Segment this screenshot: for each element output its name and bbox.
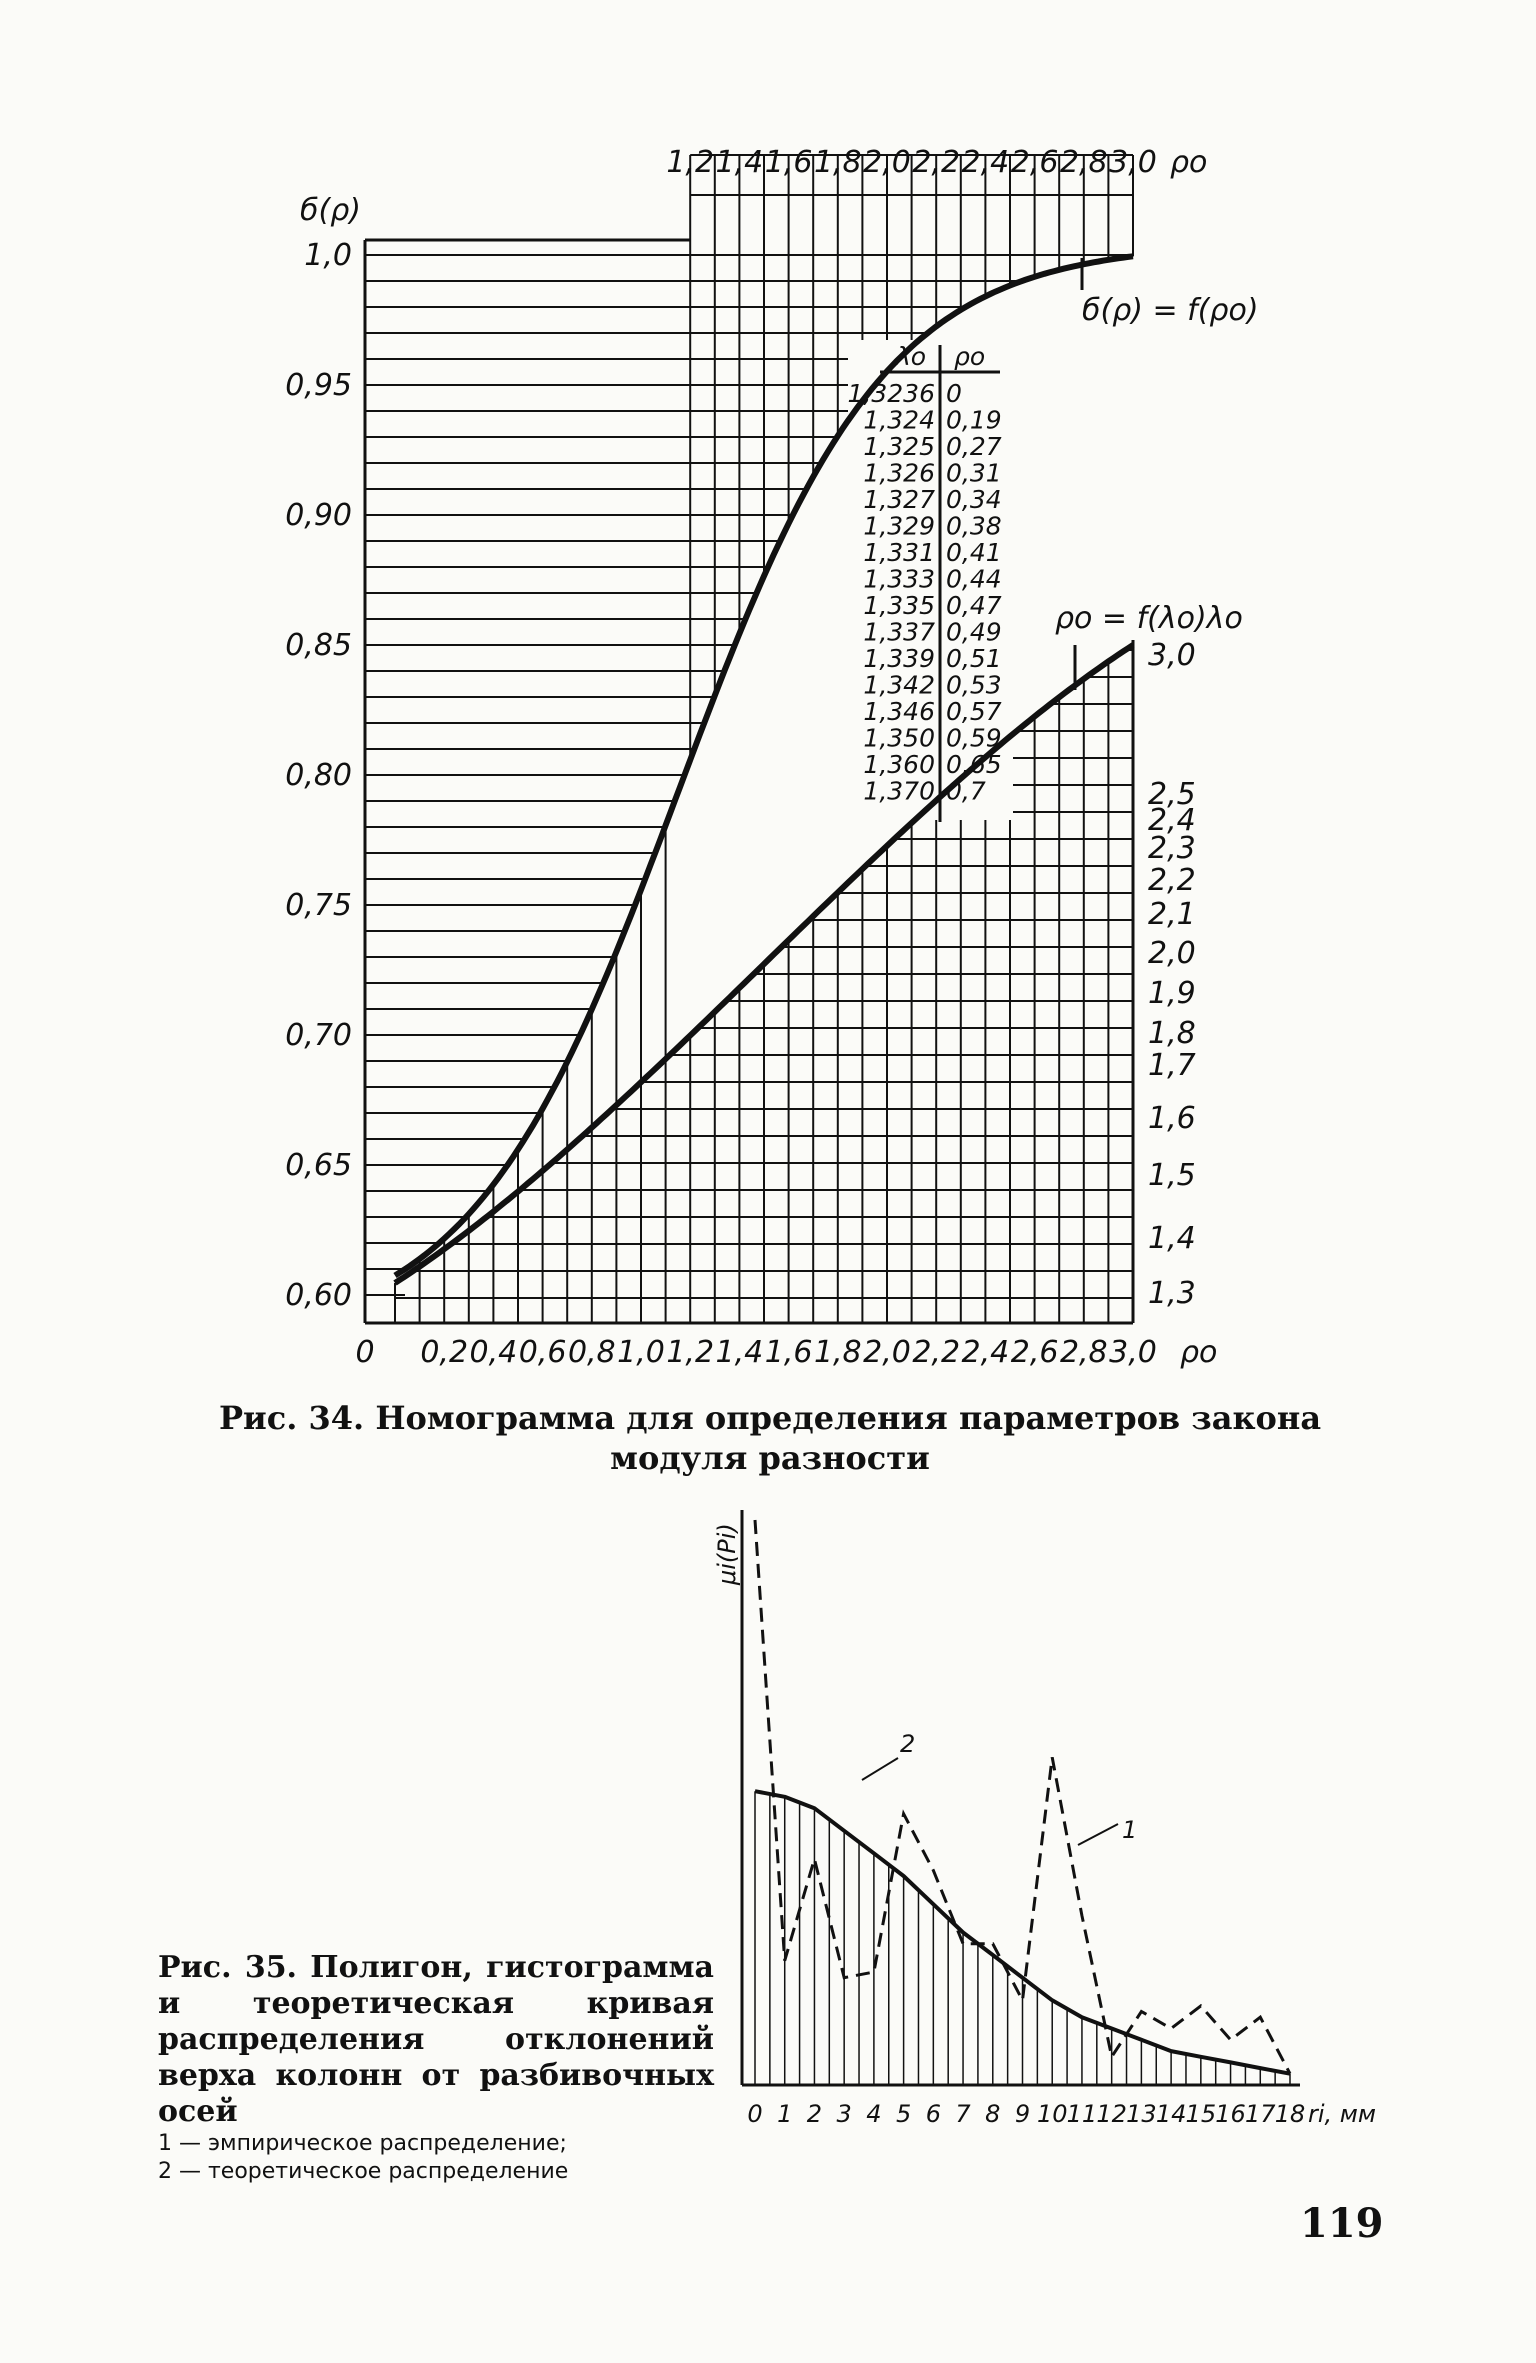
x-tick-label: 3: [836, 2100, 852, 2128]
top-tick-label: 1,4: [715, 145, 764, 180]
bottom-tick-label: 2,4: [961, 1335, 1010, 1370]
table-cell-rho: 0,7: [946, 776, 986, 806]
bottom-tick-label: 2,0: [863, 1335, 911, 1370]
top-tick-label: 2,0: [863, 145, 911, 180]
x-tick-label: 9: [1014, 2100, 1031, 2128]
right-tick-label: 1,8: [1148, 1016, 1196, 1051]
table-header-lambda: λo: [896, 342, 927, 371]
top-axis-label: ρo: [1170, 145, 1208, 180]
legend-item-2: 2 — теоретическое распределение: [158, 2159, 569, 2184]
table-cell-rho: 0,47: [946, 591, 1002, 620]
x-tick-label: 1: [777, 2100, 793, 2128]
theoretical-curve: [755, 1791, 1290, 2074]
bottom-tick-label: 2,2: [912, 1335, 961, 1370]
chart-labels: [713, 1523, 1376, 2128]
table-cell-rho: 0,38: [946, 511, 1002, 541]
sigma-tick-label: 0,95: [285, 368, 352, 403]
table-cell-lambda: 1,3236: [847, 379, 935, 408]
sigma-axis-label: б(ρ): [300, 193, 361, 228]
right-tick-label: 3,0: [1148, 638, 1196, 673]
right-tick-label: 2,0: [1148, 936, 1196, 971]
x-tick-label: 6: [925, 2100, 941, 2128]
x-tick-label: 8: [985, 2100, 1001, 2128]
bottom-tick-label: 0: [355, 1335, 375, 1370]
bottom-tick-label: 2,6: [1010, 1335, 1059, 1370]
table-cell-lambda: 1,350: [863, 723, 935, 753]
right-tick-label: 1,6: [1148, 1101, 1196, 1136]
series-1-label: 1: [1122, 1816, 1138, 1844]
right-tick-label: 1,4: [1148, 1221, 1196, 1256]
x-tick-label: 14: [1155, 2100, 1187, 2128]
x-tick-label: 18: [1274, 2100, 1306, 2128]
sigma-tick-label: 1,0: [304, 238, 352, 273]
table-cell-rho: 0,59: [946, 723, 1002, 753]
sigma-tick-label: 0,65: [285, 1148, 352, 1183]
bottom-tick-label: 0,8: [567, 1335, 616, 1370]
right-tick-label: 2,1: [1148, 897, 1196, 932]
distribution-curves: [755, 1520, 1290, 2074]
sigma-tick-label: 0,85: [285, 628, 352, 663]
y-axis-label: μi(Pi): [713, 1523, 741, 1585]
x-tick-label: 12: [1096, 2100, 1127, 2128]
x-tick-label: 5: [895, 2100, 912, 2128]
right-tick-label: 2,4: [1148, 803, 1196, 838]
bottom-tick-label: 1,0: [617, 1335, 665, 1370]
right-tick-label: 2,5: [1148, 777, 1196, 812]
right-tick-label: 1,9: [1148, 976, 1196, 1011]
x-axis-label: ri, мм: [1308, 2100, 1377, 2128]
table-cell-lambda: 1,342: [863, 670, 935, 700]
x-tick-label: 16: [1215, 2100, 1246, 2128]
top-tick-label: 2,2: [912, 145, 961, 180]
right-tick-label: 1,7: [1148, 1048, 1196, 1083]
top-tick-label: 1,6: [764, 145, 813, 180]
x-tick-label: 0: [747, 2100, 763, 2128]
x-tick-label: 11: [1066, 2100, 1098, 2128]
right-tick-label: 1,3: [1148, 1276, 1196, 1311]
bottom-tick-label: 0,4: [469, 1335, 518, 1370]
x-tick-label: 10: [1036, 2100, 1068, 2128]
empirical-polygon: [755, 1520, 1290, 2074]
x-tick-label: 7: [955, 2100, 971, 2128]
figure-34-caption: Рис. 34. Номограмма для определения параметров закона модуля разности: [218, 1399, 1322, 1477]
x-tick-label: 13: [1126, 2100, 1157, 2128]
sigma-tick-label: 0,70: [285, 1018, 352, 1053]
bottom-tick-label: 1,6: [764, 1335, 813, 1370]
sigma-tick-label: 0,90: [285, 498, 352, 533]
table-cell-lambda: 1,339: [863, 644, 935, 673]
table-cell-lambda: 1,326: [863, 458, 935, 488]
table-cell-rho: 0,53: [946, 670, 1002, 700]
page-number: 119: [1300, 2200, 1384, 2247]
table-cell-rho: 0,34: [946, 485, 1002, 514]
series-2-label: 2: [900, 1730, 916, 1758]
histogram: [742, 1510, 1300, 2085]
table-cell-lambda: 1,360: [863, 750, 935, 779]
top-tick-label: 2,4: [961, 145, 1010, 180]
x-tick-label: 2: [806, 2100, 823, 2128]
table-cell-rho: 0,57: [946, 697, 1002, 726]
bottom-tick-label: 1,4: [715, 1335, 764, 1370]
table-header-rho: ρo: [954, 342, 986, 371]
bottom-tick-label: 1,8: [813, 1335, 862, 1370]
legend-item-1: 1 — эмпирическое распределение;: [158, 2131, 567, 2156]
table-cell-lambda: 1,327: [863, 485, 935, 514]
x-tick-label: 4: [866, 2100, 882, 2128]
table-cell-lambda: 1,335: [863, 591, 935, 620]
right-tick-label: 1,5: [1148, 1158, 1196, 1193]
right-tick-label: 2,2: [1148, 863, 1196, 898]
sigma-tick-label: 0,80: [285, 758, 352, 793]
table-cell-lambda: 1,346: [863, 697, 935, 726]
bottom-tick-label: 3,0: [1109, 1335, 1157, 1370]
bottom-tick-label: 0,2: [420, 1335, 469, 1370]
table-cell-lambda: 1,329: [863, 511, 935, 541]
x-tick-label: 15: [1185, 2100, 1217, 2128]
table-cell-lambda: 1,325: [863, 432, 935, 461]
curve1-label: б(ρ) = f(ρo): [1082, 293, 1259, 328]
sigma-tick-label: 0,75: [285, 888, 352, 923]
bottom-tick-label: 2,8: [1059, 1335, 1108, 1370]
table-cell-rho: 0,31: [946, 458, 1002, 488]
bottom-tick-label: 1,2: [666, 1335, 715, 1370]
table-cell-rho: 0,19: [946, 405, 1002, 435]
table-cell-lambda: 1,370: [863, 776, 935, 806]
table-cell-rho: 0: [946, 379, 962, 408]
table-cell-lambda: 1,337: [863, 617, 935, 647]
table-cell-rho: 0,51: [946, 644, 1002, 673]
top-tick-label: 1,2: [666, 145, 715, 180]
bottom-axis-label: ρo: [1180, 1335, 1218, 1370]
series-1-pointer: [1078, 1824, 1118, 1845]
sigma-tick-label: 0,60: [285, 1278, 352, 1313]
table-cell-rho: 0,44: [946, 564, 1002, 594]
figure-35-legend: [158, 2130, 698, 2186]
bottom-tick-label: 0,6: [518, 1335, 567, 1370]
figure-35-caption: Рис. 35. Полигон, гистограмма и теоретическая кривая распределения отклонений верха колонн от разбивочных осей: [158, 1950, 714, 2129]
top-tick-label: 2,6: [1010, 145, 1059, 180]
nomogram-grid: [365, 155, 1133, 1323]
table-cell-rho: 0,49: [946, 617, 1002, 647]
top-tick-label: 1,8: [813, 145, 862, 180]
top-tick-label: 3,0: [1109, 145, 1157, 180]
table-cell-lambda: 1,331: [863, 538, 935, 567]
table-cell-lambda: 1,333: [863, 564, 935, 594]
table-cell-rho: 0,65: [946, 750, 1002, 779]
x-tick-label: 17: [1245, 2100, 1276, 2128]
series-2-pointer: [862, 1758, 898, 1780]
table-cell-rho: 0,27: [946, 432, 1002, 461]
top-tick-label: 2,8: [1059, 145, 1108, 180]
table-cell-rho: 0,41: [946, 538, 1002, 567]
table-cell-lambda: 1,324: [863, 405, 935, 435]
curve2-label: ρo = f(λo)λo: [1055, 601, 1243, 636]
right-tick-label: 2,3: [1148, 831, 1196, 866]
